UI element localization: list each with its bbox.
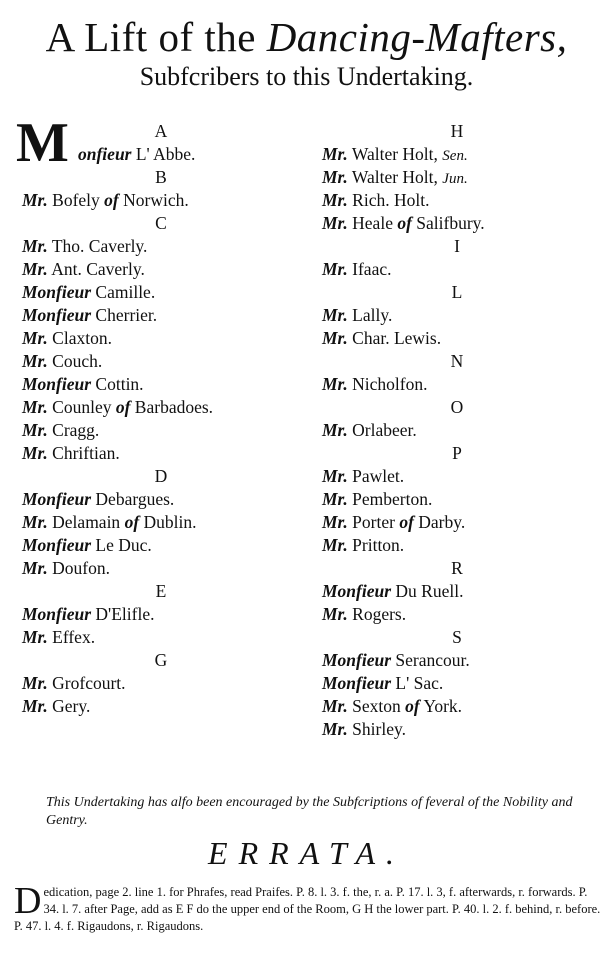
subscriber-entry — [22, 557, 292, 580]
subscriber-name: Tho. Caverly. — [51, 236, 148, 256]
subscriber-title: Monfieur — [22, 604, 92, 624]
left-column — [16, 112, 292, 718]
subscriber-name: Heale — [352, 213, 393, 233]
subscriber-entry — [322, 672, 602, 695]
subscriber-entry — [322, 419, 602, 442]
subscriber-title: Mr. — [322, 535, 348, 555]
subscriber-entry — [322, 373, 602, 396]
subscriber-entry — [22, 189, 292, 212]
subscriber-of: of — [399, 512, 414, 532]
subscriber-title: Mr. — [322, 305, 348, 325]
subscriber-title: Mr. — [322, 259, 348, 279]
subscriber-title: Mr. — [22, 696, 48, 716]
subscriber-entry — [322, 143, 602, 166]
subscriber-entry — [322, 258, 602, 281]
subscriber-title: Monfieur — [22, 305, 92, 325]
section-letter: I — [454, 236, 460, 256]
subscriber-entry — [322, 327, 602, 350]
subscriber-title: Mr. — [22, 328, 48, 348]
right-column — [322, 120, 602, 741]
subscriber-name: Chriftian. — [52, 443, 120, 463]
subscriber-entry — [322, 189, 602, 212]
subscriber-title: Mr. — [322, 167, 348, 187]
subscriber-name: Bofely — [52, 190, 100, 210]
subscriber-title: Mr. — [322, 466, 348, 486]
subscriber-name: Le Duc. — [95, 535, 152, 555]
subscriber-title: Monfieur — [322, 581, 392, 601]
subscriber-entry — [22, 695, 292, 718]
section-letter: P — [452, 443, 462, 463]
subscriber-title: Mr. — [22, 673, 48, 693]
subscriber-entry — [22, 350, 292, 373]
subscriber-name: Ant. Caverly. — [51, 259, 145, 279]
subscriber-place: Norwich. — [123, 190, 189, 210]
subscriber-name: Grofcourt. — [52, 673, 126, 693]
subscriber-title: Mr. — [22, 512, 48, 532]
subscriber-name: Walter Holt, — [351, 144, 438, 164]
subscriber-title: Mr. — [322, 190, 348, 210]
title-part1: A Lift of the — [45, 14, 267, 60]
subscriber-name: Du Ruell. — [395, 581, 464, 601]
section-letter: L — [451, 282, 463, 302]
page-title — [0, 14, 613, 60]
errata-body: edication, page 2. line 1. for Phrafes, read Praifes. P. 8. l. 3. f. the, r. a. P. 17. l. 3, f. afterwards, r. forwards. P. 34. l. 7. after Page, add as E F do the upper end of the Room, G H the lower part. P. 40. l. 2. f. behind, r. before. P. 47. l. 4. f. Rigaudons, r. Rigaudons. — [14, 885, 601, 933]
subscriber-title: Mr. — [22, 351, 48, 371]
footnote: This Undertaking has alfo been encouraged by the Subfcriptions of feveral of the Nobility and Gentry. — [46, 795, 573, 828]
subscriber-entry — [22, 419, 292, 442]
first-entry — [78, 143, 195, 166]
subscriber-name: Porter — [352, 512, 395, 532]
subscriber-title: Mr. — [322, 604, 348, 624]
subscriber-title: Mr. — [22, 190, 48, 210]
subscriber-title: Mr. — [322, 144, 348, 164]
subscriber-entry — [322, 511, 602, 534]
subscriber-entry — [22, 534, 292, 557]
section-letter: D — [154, 466, 168, 486]
subscriber-name: Couch. — [52, 351, 103, 371]
subscriber-entry — [22, 235, 292, 258]
subscriber-entry — [322, 649, 602, 672]
subscriber-entry — [22, 396, 292, 419]
subscriber-name: Debargues. — [95, 489, 175, 509]
section-letter: O — [450, 397, 464, 417]
subscriber-place: Dublin. — [143, 512, 197, 532]
subscriber-title: Monfieur — [322, 650, 392, 670]
subscriber-title: Mr. — [322, 719, 348, 739]
subscriber-title: Mr. — [22, 627, 48, 647]
section-letter: A M onfieur L' Abbe. — [22, 120, 296, 143]
subscriber-name: Lally. — [352, 305, 393, 325]
subscriber-name: L' Abbe. — [135, 144, 196, 164]
subscriber-name: Serancour. — [395, 650, 470, 670]
subscriber-name: L' Sac. — [395, 673, 444, 693]
subscriber-title: Mr. — [22, 259, 48, 279]
subscriber-entry — [322, 534, 602, 557]
subscriber-name: Sexton — [352, 696, 401, 716]
dropcap-m: M — [16, 112, 69, 174]
subscriber-entry — [22, 281, 292, 304]
subscriber-name: Rich. Holt. — [352, 190, 430, 210]
subscriber-of: of — [124, 512, 140, 532]
section-letter: N — [450, 351, 464, 371]
subscriber-name: Camille. — [95, 282, 156, 302]
subscriber-entry — [22, 626, 292, 649]
subscriber-title: Mr. — [22, 420, 48, 440]
subscriber-entry — [322, 488, 602, 511]
subscriber-name: Cherrier. — [95, 305, 158, 325]
subscriber-entry — [322, 304, 602, 327]
subscriber-name: Effex. — [52, 627, 96, 647]
subscriber-entry — [322, 718, 602, 741]
subscriber-entry — [322, 166, 602, 189]
subscriber-name: Cragg. — [52, 420, 100, 440]
page-subtitle: Subfcribers to this Undertaking. — [139, 62, 474, 91]
section-letter: H — [450, 121, 464, 141]
subscriber-title: Mr. — [322, 696, 348, 716]
subscriber-name: Pritton. — [352, 535, 405, 555]
title-part2: Dancing-Mafters, — [266, 14, 568, 60]
subscriber-of: of — [104, 190, 119, 210]
subscriber-name: Cottin. — [95, 374, 144, 394]
subscriber-entry — [22, 672, 292, 695]
subscriber-title: Monfieur — [322, 673, 392, 693]
subscriber-title: Mr. — [322, 213, 348, 233]
subscriber-suffix: Sen. — [442, 148, 468, 164]
subscriber-of: of — [405, 696, 420, 716]
subscriber-of: of — [397, 213, 412, 233]
subscriber-entry — [322, 695, 602, 718]
subscriber-entry — [22, 511, 292, 534]
subscriber-title: onfieur — [78, 144, 132, 164]
section-letter: R — [451, 558, 463, 578]
subscriber-entry — [22, 373, 292, 396]
subscriber-name: Walter Holt, — [351, 167, 438, 187]
subscriber-title: Monfieur — [22, 282, 92, 302]
subscriber-entry — [22, 442, 292, 465]
subscriber-name: Char. Lewis. — [352, 328, 442, 348]
section-letter: B — [155, 167, 167, 187]
subscriber-entry — [322, 580, 602, 603]
subscriber-name: Delamain — [52, 512, 121, 532]
subscriber-entry — [22, 603, 292, 626]
subscriber-title: Mr. — [322, 420, 348, 440]
subscriber-place: Barbadoes. — [134, 397, 214, 417]
subscriber-title: Monfieur — [22, 489, 92, 509]
subscriber-entry — [22, 327, 292, 350]
subscriber-name: Orlabeer. — [352, 420, 417, 440]
subscriber-entry — [322, 603, 602, 626]
subscriber-name: Rogers. — [352, 604, 407, 624]
subscriber-title: Monfieur — [22, 374, 92, 394]
subscriber-name: Gery. — [52, 696, 91, 716]
subscriber-entry — [322, 212, 602, 235]
subscriber-name: Pawlet. — [352, 466, 405, 486]
section-letter: C — [155, 213, 167, 233]
section-letter: E — [155, 581, 167, 601]
subscriber-suffix: Jun. — [442, 171, 468, 187]
errata-text — [14, 880, 604, 935]
subscriber-title: Mr. — [22, 236, 48, 256]
subscriber-title: Mr. — [22, 443, 48, 463]
subscriber-place: Salifbury. — [416, 213, 485, 233]
subscriber-entry — [22, 488, 292, 511]
subscriber-name: Ifaac. — [352, 259, 392, 279]
subscriber-entry — [22, 304, 292, 327]
errata-dropcap: D — [14, 880, 42, 922]
subscriber-title: Mr. — [322, 374, 348, 394]
subscriber-title: Mr. — [322, 328, 348, 348]
subscriber-name: Nicholfon. — [352, 374, 428, 394]
subscriber-title: Mr. — [322, 512, 348, 532]
subscriber-title: Mr. — [22, 558, 48, 578]
subscriber-name: Shirley. — [352, 719, 406, 739]
subscriber-place: Darby. — [418, 512, 466, 532]
subscriber-entry — [22, 258, 292, 281]
subscriber-name: Counley — [52, 397, 112, 417]
subscriber-place: York. — [423, 696, 463, 716]
subscriber-name: Doufon. — [52, 558, 110, 578]
subscriber-entry — [322, 465, 602, 488]
subscriber-title: Mr. — [22, 397, 48, 417]
subscriber-of: of — [115, 397, 131, 417]
section-letter: S — [452, 627, 462, 647]
errata-heading: ERRATA. — [208, 835, 405, 871]
subscriber-title: Monfieur — [22, 535, 92, 555]
subscriber-name: Claxton. — [52, 328, 112, 348]
subscriber-name: D'Elifle. — [95, 604, 155, 624]
section-letter: G — [154, 650, 168, 670]
subscriber-name: Pemberton. — [352, 489, 433, 509]
subscriber-title: Mr. — [322, 489, 348, 509]
